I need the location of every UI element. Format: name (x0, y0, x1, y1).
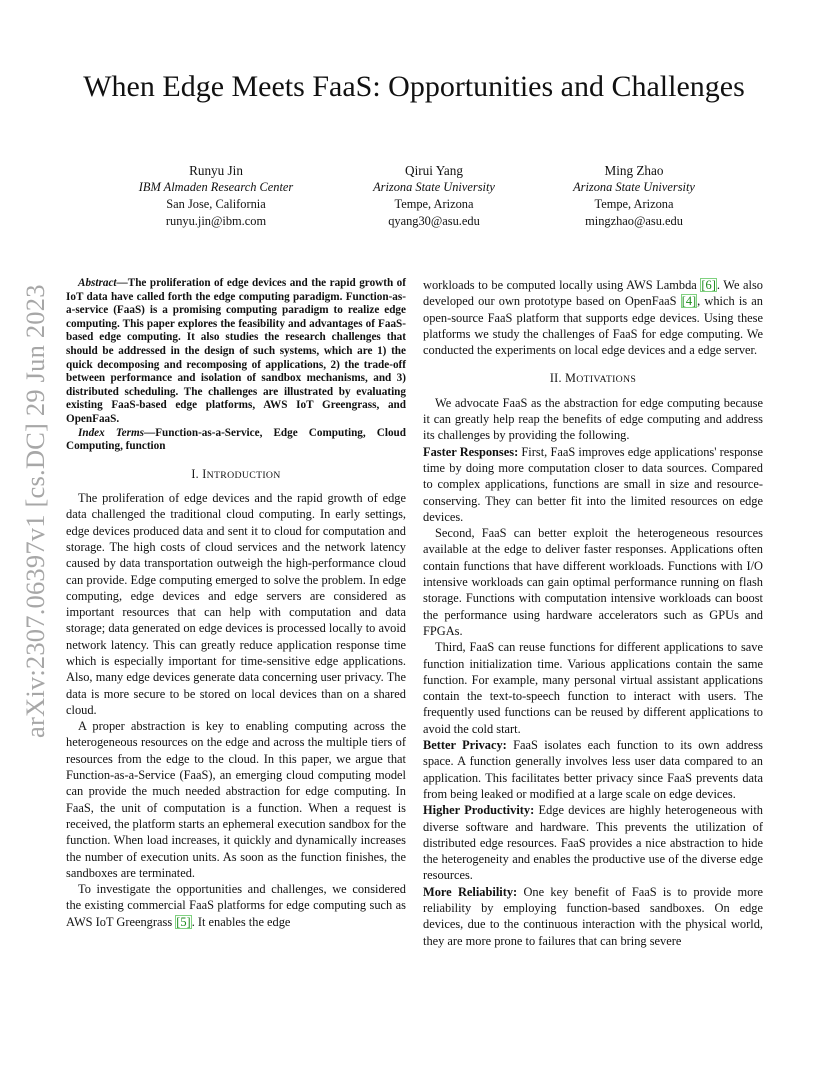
author-block (514, 162, 754, 230)
paragraph (423, 277, 763, 358)
section-cap: I (202, 466, 207, 481)
author-block (96, 162, 336, 230)
left-column (66, 277, 406, 930)
author-email: mingzhao@asu.edu (585, 214, 683, 228)
author-location: Tempe, Arizona (394, 197, 474, 211)
citation-link[interactable]: [4] (681, 294, 697, 309)
section-heading (423, 370, 763, 388)
text-run: FaaS isolates each function to its own address space. A function generally involves less user data compared to an application. This facilitates better privacy since FaaS prevents data from being leaked or modified at a large scale on edge devices. (423, 738, 763, 801)
author-name: Runyu Jin (189, 163, 243, 178)
paragraph: A proper abstraction is key to enabling computing across the heterogeneous resources on the edge and across the multiple tiers of resources from the edge to the cloud. In this paper, we argue that Function-as-a-Service (FaaS), an emerging cloud computing model can provide the much needed abstraction for edge computing. In FaaS, the unit of computation is a function. When a request is received, the platform starts an ephemeral execution sandbox for the function. When load increases, it quickly and dynamically increases the number of execution units. As soon as the function finishes, the sandboxes are terminated. (66, 719, 406, 880)
paragraph (423, 884, 763, 949)
author-affiliation: Arizona State University (373, 180, 495, 194)
paragraph (423, 737, 763, 802)
section-number: II. (549, 371, 562, 386)
paragraph: We advocate FaaS as the abstraction for edge computing because it can greatly help reap the benefits of edge computing and address its challenges by providing the following. (423, 395, 763, 443)
paragraph (423, 802, 763, 883)
paragraph: Third, FaaS can reuse functions for different applications to save function initialization time. Various applications contain the same function. For example, many personal virtual assistant applications contain the text-to-speech function to interact with users. The frequently used functions can be reused by different applications to avoid the cold start. (423, 640, 763, 736)
author-affiliation: Arizona State University (573, 180, 695, 194)
run-in-heading: Faster Responses: (423, 444, 519, 459)
abstract-lead: Abstract (78, 277, 117, 289)
author-location: Tempe, Arizona (594, 197, 674, 211)
index-terms-lead: Index Terms (78, 426, 144, 439)
author-affiliation: IBM Almaden Research Center (138, 180, 294, 194)
author-email: qyang30@asu.edu (388, 214, 480, 228)
run-in-heading: Better Privacy: (423, 738, 507, 753)
citation-link[interactable]: [5] (176, 914, 191, 929)
author-name: Ming Zhao (604, 163, 664, 178)
section-heading (66, 466, 406, 484)
text-run: Edge devices are highly heterogeneous with diverse software and hardware. This prevents the utilization of distributed edge resources. FaaS provides a nice abstraction to hide the heterogeneity and enables the productive use of the diverse edge resources. (423, 803, 763, 883)
text-run: One key benefit of FaaS is to provide more reliability by employing function-based sandboxes. On edge devices, due to the continuous interaction with the physical world, they are more prone to failures that can bring severe (423, 884, 763, 948)
abstract-text: —The proliferation of edge devices and the rapid growth of IoT data have called forth the edge computing paradigm. Function-as-a-service (FaaS) is a promising computing paradigm to realize edge computing. This paper explores the feasibility and advantages of FaaS-based edge computing. It also studies the research challenges that should be addressed in the design of such systems, which are 1) the quick decomposing and recomposing of applications, 2) the trade-off between performance and isolation of sandbox mechanisms, and 3) distributed scheduling. The challenges are illustrated by evaluating existing FaaS-based edge platforms, AWS IoT Greengrass, and OpenFaaS. (66, 277, 406, 425)
text-run: To investigate the opportunities and challenges, we considered the existing commercial FaaS platforms for edge computing such as AWS IoT Greengrass (66, 882, 406, 929)
section-number: I. (191, 466, 199, 481)
paragraph (66, 881, 406, 930)
author-location: San Jose, California (166, 197, 266, 211)
paragraph: Second, FaaS can better exploit the heterogeneous resources available at the edge to deliver faster responses. Applications often contain functions that have different workloads. Functions with I/O intensive workloads can gain optimal performance running on flash storage. Functions with computation intensive workloads can boost the performance using hardware accelerators such as GPUs and FPGAs. (423, 526, 763, 638)
index-terms-text: —Function-as-a-Service, Edge Computing, Cloud Computing, function (66, 426, 406, 453)
run-in-heading: More Reliability: (423, 884, 518, 899)
text-run: , which is an open-source FaaS platform that supports edge devices. Using these platforms we study the challenges of FaaS for edge computing. We conducted the experiments on local edge devices and a edge server. (423, 294, 763, 358)
author-email: runyu.jin@ibm.com (165, 214, 267, 228)
run-in-heading: Higher Productivity: (423, 803, 535, 818)
author-name: Qirui Yang (405, 163, 463, 178)
text-run: . It enables the edge (191, 914, 291, 929)
text-run: First, FaaS improves edge applications' response time by doing more computation closer to data sources. Compared to complex applications, functions are small in size and resource-conserving. They can better fit into the limited resources on edge devices. (423, 444, 764, 524)
text-run: . We also developed our own prototype based on OpenFaaS (423, 278, 763, 309)
index-terms (66, 427, 406, 454)
section-cap: M (565, 371, 577, 386)
arxiv-stamp: arXiv:2307.06397v1 [cs.DC] 29 Jun 2023 (20, 284, 50, 738)
paragraph: The proliferation of edge devices and the rapid growth of edge data challenged the traditional cloud computing. In early settings, edge devices produced data and sent it to cloud for computation and storage. The high costs of cloud services and the network latency caused by data transportation outweigh the high-performance cloud can provide. Edge computing emerged to solve the problem. In edge computing, edge devices and edge servers are considered as important resources that can help with computation and data storage; data generated on edge devices is processed locally to avoid network latency. This can greatly reduce application response time which is especially important for time-sensitive edge applications. Also, many edge devices generate data concerning user privacy. The data is more secure to be stored on local devices than on a shared cloud. (66, 491, 406, 717)
citation-link[interactable]: [6] (701, 278, 716, 292)
abstract (66, 277, 406, 427)
text-run: workloads to be computed locally using AWS Lambda (423, 278, 701, 292)
paper-title: When Edge Meets FaaS: Opportunities and Challenges (83, 70, 745, 103)
right-column (423, 277, 763, 949)
paragraph (423, 444, 763, 525)
section-rest: OTIVATIONS (576, 374, 637, 386)
section-rest: NTRODUCTION (206, 469, 281, 481)
